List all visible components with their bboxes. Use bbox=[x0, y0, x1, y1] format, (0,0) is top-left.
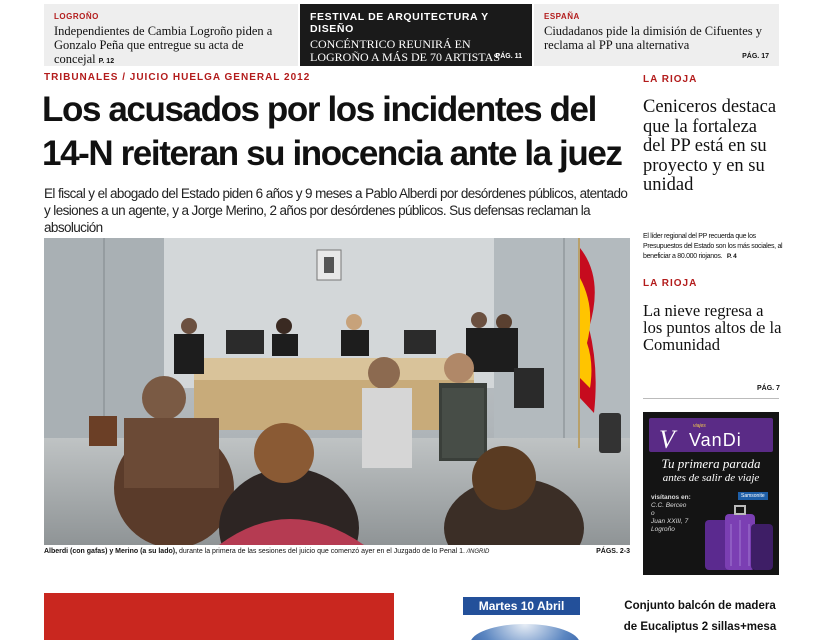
main-headline[interactable] bbox=[42, 88, 642, 176]
right-summary-1 bbox=[643, 232, 783, 262]
teaser-kicker: LOGROÑO bbox=[54, 12, 99, 21]
main-deck: El fiscal y el abogado del Estado piden 6 años y 9 meses a Pablo Alberdi por desórdenes públicos, atentado y lesiones a un agente, y a Jorge Merino, 2 años por desórdenes públicos. Sus defensas reclaman la absolución bbox=[44, 186, 628, 235]
right-headline-1[interactable]: Ceniceros destaca que la fortaleza del PP está en su proyecto y en su unidad bbox=[643, 97, 777, 195]
right-headline-2[interactable]: La nieve regresa a los puntos altos de la Comunidad bbox=[643, 301, 782, 354]
ad-partner-logo: Samsonite bbox=[738, 492, 768, 500]
photo-caption bbox=[44, 548, 630, 555]
caption-text: durante la primera de las sesiones del juicio que comenzó ayer en el Juzgado de lo Penal 1. bbox=[177, 548, 465, 555]
right-kicker-1: LA RIOJA bbox=[643, 74, 698, 85]
teaser-espana[interactable] bbox=[534, 4, 779, 66]
ad-brand-panel bbox=[649, 418, 773, 452]
ad-tagline-1: Tu primera parada bbox=[661, 456, 761, 471]
right-summary-1-page: P. 4 bbox=[726, 253, 737, 260]
headline-line-2: 14-N reiteran su inocencia ante la juez bbox=[42, 134, 622, 173]
teaser-text: Ciudadanos pide la dimisión de Cifuentes y reclama al PP una alternativa bbox=[544, 24, 763, 52]
teaser-text: CONCÉNTRICO REUNIRÁ EN LOGROÑO A MÁS DE 70 ARTISTAS INTERNACIONALES EN 14 INSTALACIONES bbox=[310, 37, 501, 90]
suitcases-icon bbox=[701, 504, 777, 572]
courtroom-photo[interactable] bbox=[44, 238, 630, 545]
ad-address bbox=[651, 494, 707, 534]
teaser-page: PÁG. 17 bbox=[742, 53, 769, 60]
courtroom-illustration bbox=[44, 238, 630, 545]
ad-tagline-2: antes de salir de viaje bbox=[662, 472, 760, 484]
teaser-festival[interactable] bbox=[300, 4, 532, 90]
promo-date-bar[interactable]: Martes 10 Abril bbox=[463, 597, 580, 615]
right-divider bbox=[643, 398, 779, 399]
ad-address-join: o bbox=[651, 510, 655, 517]
teaser-text bbox=[54, 24, 288, 69]
offer-line-2[interactable]: de Eucaliptus 2 sillas+mesa bbox=[623, 621, 777, 633]
teaser-logrono[interactable] bbox=[44, 4, 298, 66]
ad-logo-letter: V bbox=[659, 425, 675, 454]
teaser-page: P. 12 bbox=[98, 58, 115, 65]
promo-graphic bbox=[470, 624, 580, 640]
teaser-headline: Independientes de Cambia Logroño piden a Gonzalo Peña que entregue su acta de concejal bbox=[54, 24, 273, 66]
caption-credit: /INGRID bbox=[465, 549, 490, 555]
right-summary-1-text: El líder regional del PP recuerda que los Presupuestos del Estado son los más sociales, al beneficiar a 80.000 riojanos. bbox=[643, 233, 783, 260]
promo-red-block[interactable] bbox=[44, 593, 394, 640]
caption-names: Alberdi (con gafas) y Merino (a su lado), bbox=[44, 548, 178, 555]
right-page-2: PÁG. 7 bbox=[757, 385, 780, 392]
teaser-kicker: ESPAÑA bbox=[544, 12, 580, 21]
ad-brand-small: viajes bbox=[693, 423, 706, 429]
ad-address-2: Juan XXIII, 7 bbox=[651, 518, 689, 525]
headline-line-1: Los acusados por los incidentes del bbox=[42, 90, 596, 129]
teaser-page: PÁG. 11 bbox=[495, 53, 522, 60]
right-kicker-2: LA RIOJA bbox=[643, 278, 698, 289]
teaser-kicker: FESTIVAL DE ARQUITECTURA Y DISEÑO bbox=[310, 11, 489, 35]
caption-page: PÁGS. 2-3 bbox=[596, 548, 630, 555]
main-section-label: TRIBUNALES / JUICIO HUELGA GENERAL 2012 bbox=[44, 72, 311, 83]
ad-address-1: C.C. Berceo bbox=[651, 502, 687, 509]
offer-line-1[interactable]: Conjunto balcón de madera bbox=[624, 600, 776, 612]
ad-city: Logroño bbox=[651, 526, 675, 533]
vandi-advert[interactable] bbox=[643, 412, 779, 575]
ad-visit-label: visítanos en: bbox=[651, 494, 691, 501]
ad-brand-name: VanDi bbox=[689, 430, 742, 450]
